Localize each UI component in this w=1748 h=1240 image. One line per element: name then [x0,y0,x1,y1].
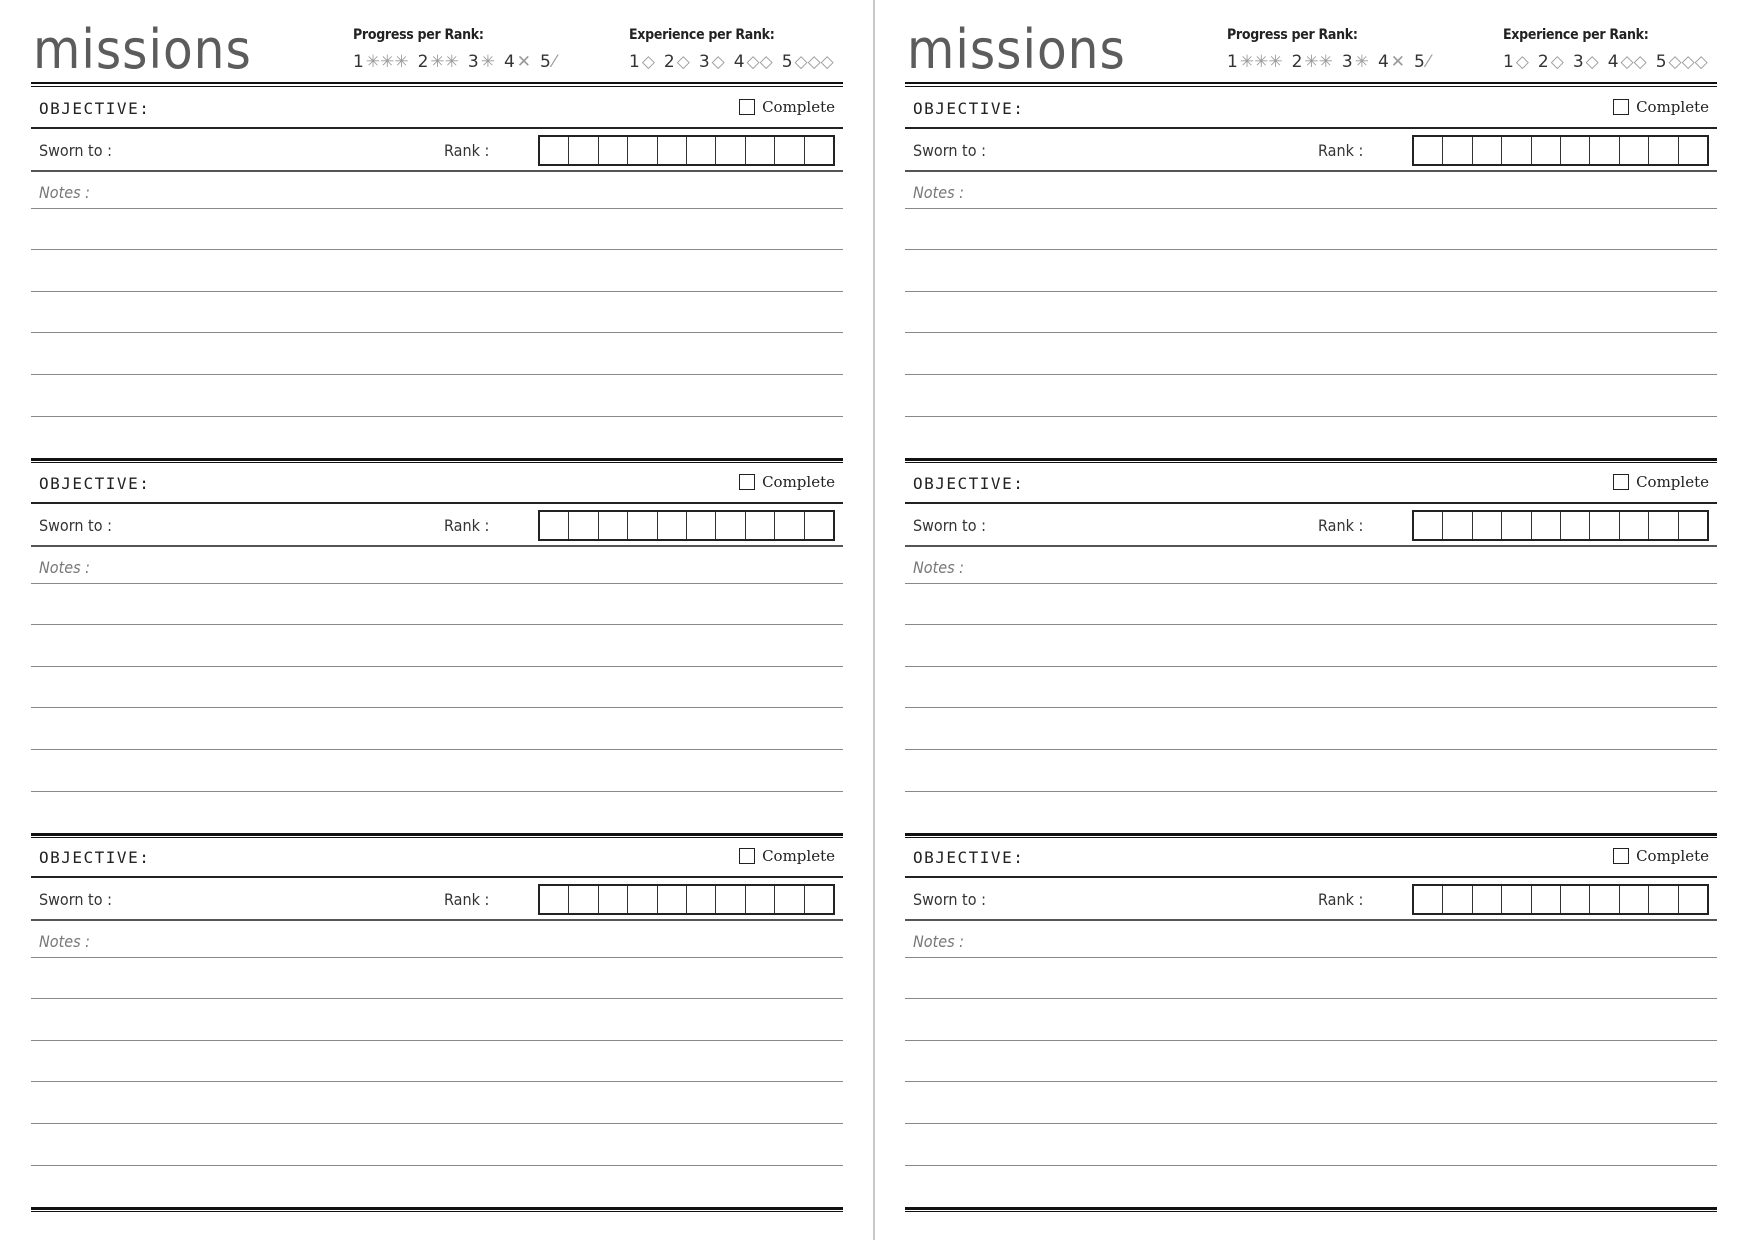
progress-box[interactable] [627,886,656,913]
rank-label: Rank : [1318,141,1364,160]
progress-box[interactable] [1648,512,1677,539]
experience-legend-title: Experience per Rank: [1503,27,1649,43]
experience-diamond-icon: ◇◇◇ [794,51,834,72]
progress-box[interactable] [715,137,744,164]
rank-label: Rank : [444,516,490,535]
notes-line[interactable] [31,416,843,417]
progress-track [1412,884,1709,915]
progress-tick-icon: ✕ [1390,51,1406,72]
notes-line[interactable] [905,666,1717,667]
progress-legend-rank-2 [418,52,459,72]
legend-rank-number: 4 [733,52,745,72]
notes-line[interactable] [31,666,843,667]
progress-track [538,884,835,915]
progress-box[interactable] [1501,886,1530,913]
progress-legend-rank-3 [468,52,495,72]
notes-line[interactable] [31,332,843,333]
sworn-row [31,504,843,547]
progress-box[interactable] [715,512,744,539]
experience-diamond-icon: ◇ [1515,51,1529,72]
legend-rank-number: 2 [1537,52,1549,72]
progress-legend-row [353,50,565,74]
progress-box[interactable] [1589,886,1618,913]
complete-label: Complete [1636,98,1709,116]
objective-row [905,463,1717,504]
experience-legend-rank-2 [1538,52,1564,72]
notes-line[interactable] [905,998,1717,999]
experience-legend-row [629,50,843,74]
complete-toggle[interactable] [1613,847,1709,865]
notes-line[interactable] [905,624,1717,625]
notes-line[interactable] [31,998,843,999]
progress-track [538,135,835,166]
experience-diamond-icon: ◇ [1550,51,1564,72]
rank-label: Rank : [1318,516,1364,535]
progress-box[interactable] [804,886,833,913]
complete-checkbox[interactable] [1613,848,1629,864]
notes-line[interactable] [905,791,1717,792]
progress-tick-icon: ✕ [516,51,532,72]
experience-diamond-icon: ◇◇ [746,51,773,72]
notes-line[interactable] [905,1165,1717,1166]
sworn-row [905,878,1717,921]
notes-line[interactable] [31,1165,843,1166]
progress-box[interactable] [540,512,568,539]
notes-line[interactable] [905,957,1717,958]
notes-line[interactable] [905,583,1717,584]
experience-legend-rank-2 [664,52,690,72]
sworn-row [905,504,1717,547]
progress-box[interactable] [627,512,656,539]
progress-box[interactable] [1531,512,1560,539]
progress-tick-icon: ✳ [480,51,495,72]
progress-box[interactable] [1472,886,1501,913]
sworn-to-label: Sworn to : [39,516,112,535]
progress-box[interactable] [1531,137,1560,164]
progress-box[interactable] [1560,886,1589,913]
notes-line[interactable] [31,208,843,209]
notes-line[interactable] [31,624,843,625]
progress-box[interactable] [1560,512,1589,539]
legend-rank-number: 4 [503,52,515,72]
notes-line[interactable] [31,1123,843,1124]
notes-line[interactable] [905,249,1717,250]
notes-label: Notes : [39,558,90,577]
rank-label: Rank : [444,890,490,909]
objective-label: OBJECTIVE: [913,474,1025,493]
rank-label: Rank : [444,141,490,160]
progress-box[interactable] [1472,137,1501,164]
notes-label: Notes : [913,932,964,951]
page-title: missions [33,18,252,81]
header-double-rule [905,82,1717,87]
progress-box[interactable] [745,886,774,913]
progress-box[interactable] [1442,512,1471,539]
progress-box[interactable] [657,137,686,164]
legend-rank-number: 1 [1227,52,1238,72]
progress-legend-rank-4 [1378,52,1405,72]
complete-checkbox[interactable] [1613,99,1629,115]
progress-box[interactable] [1414,137,1442,164]
progress-box[interactable] [540,137,568,164]
legend-rank-number: 2 [417,52,429,72]
journal-page [905,0,1717,1240]
progress-box[interactable] [1678,137,1707,164]
progress-box[interactable] [745,137,774,164]
progress-box[interactable] [774,137,803,164]
experience-legend-rank-1 [1503,52,1529,72]
progress-box[interactable] [686,137,715,164]
page-title: missions [907,18,1126,81]
notes-line[interactable] [31,957,843,958]
progress-box[interactable] [1619,137,1648,164]
objective-label: OBJECTIVE: [913,99,1025,118]
objective-row [31,88,843,129]
progress-track [1412,135,1709,166]
progress-tick-icon: ⁄ [1426,51,1430,72]
complete-label: Complete [762,847,835,865]
legend-rank-number: 1 [1503,52,1514,72]
notes-label: Notes : [913,558,964,577]
journal-page [31,0,843,1240]
progress-legend-rank-5 [540,52,556,72]
progress-box[interactable] [1560,137,1589,164]
notes-line[interactable] [31,249,843,250]
experience-legend-rank-4 [1608,52,1647,72]
mission-section [31,88,843,463]
progress-box[interactable] [568,512,597,539]
progress-box[interactable] [568,886,597,913]
experience-diamond-icon: ◇ [641,51,655,72]
complete-toggle[interactable] [1613,98,1709,116]
mission-section [905,88,1717,463]
sworn-to-label: Sworn to : [39,141,112,160]
progress-box[interactable] [1619,512,1648,539]
legend-rank-number: 5 [1414,52,1425,72]
notes-line[interactable] [31,791,843,792]
progress-box[interactable] [686,512,715,539]
sworn-row [31,129,843,172]
objective-row [905,837,1717,878]
notes-line[interactable] [31,707,843,708]
experience-per-rank-legend [629,24,843,74]
complete-label: Complete [1636,473,1709,491]
legend-rank-number: 3 [1341,52,1353,72]
progress-box[interactable] [657,512,686,539]
progress-box[interactable] [1619,886,1648,913]
notes-label: Notes : [913,183,964,202]
progress-legend-rank-4 [504,52,531,72]
progress-box[interactable] [627,137,656,164]
complete-label: Complete [762,473,835,491]
progress-box[interactable] [1472,512,1501,539]
legend-rank-number: 4 [1607,52,1619,72]
progress-legend-title: Progress per Rank: [353,27,484,43]
legend-rank-number: 5 [781,52,793,72]
progress-box[interactable] [804,512,833,539]
progress-box[interactable] [598,137,627,164]
notes-line[interactable] [905,374,1717,375]
objective-row [31,463,843,504]
sworn-to-label: Sworn to : [913,516,986,535]
complete-label: Complete [762,98,835,116]
progress-tick-icon: ✳✳ [430,51,459,72]
legend-rank-number: 4 [1377,52,1389,72]
complete-toggle[interactable] [1613,473,1709,491]
mission-section [31,837,843,1212]
experience-diamond-icon: ◇◇◇ [1668,51,1708,72]
progress-legend-rank-1 [353,52,409,72]
experience-legend-rank-4 [734,52,773,72]
progress-box[interactable] [804,137,833,164]
progress-box[interactable] [1589,137,1618,164]
progress-box[interactable] [1414,886,1442,913]
section-double-rule [905,1207,1717,1212]
header-double-rule [31,82,843,87]
experience-legend-rank-5 [782,52,834,72]
objective-row [31,837,843,878]
notes-line[interactable] [905,1081,1717,1082]
objective-label: OBJECTIVE: [913,848,1025,867]
progress-box[interactable] [1589,512,1618,539]
progress-legend-rank-1 [1227,52,1283,72]
notes-line[interactable] [905,208,1717,209]
mission-section [905,837,1717,1212]
experience-legend-rank-5 [1656,52,1708,72]
notes-line[interactable] [31,1040,843,1041]
progress-box[interactable] [1442,137,1471,164]
progress-box[interactable] [1678,886,1707,913]
progress-box[interactable] [1531,886,1560,913]
notes-line[interactable] [31,1081,843,1082]
progress-box[interactable] [1414,512,1442,539]
objective-label: OBJECTIVE: [39,848,151,867]
notes-line[interactable] [905,749,1717,750]
progress-box[interactable] [568,137,597,164]
progress-legend-rank-2 [1292,52,1333,72]
sworn-to-label: Sworn to : [39,890,112,909]
progress-legend-title: Progress per Rank: [1227,27,1358,43]
legend-rank-number: 3 [698,52,710,72]
progress-box[interactable] [598,512,627,539]
notes-line[interactable] [31,291,843,292]
progress-box[interactable] [1648,137,1677,164]
complete-toggle[interactable] [739,847,835,865]
notes-line[interactable] [31,583,843,584]
legend-rank-number: 3 [1572,52,1584,72]
progress-box[interactable] [715,886,744,913]
progress-legend-rank-3 [1342,52,1369,72]
progress-box[interactable] [657,886,686,913]
notes-line[interactable] [905,291,1717,292]
complete-checkbox[interactable] [739,99,755,115]
progress-box[interactable] [745,512,774,539]
legend-rank-number: 5 [540,52,551,72]
progress-box[interactable] [1501,137,1530,164]
notes-line[interactable] [905,707,1717,708]
experience-diamond-icon: ◇◇ [1620,51,1647,72]
progress-tick-icon: ✳✳✳ [365,51,409,72]
legend-rank-number: 2 [1291,52,1303,72]
notes-label: Notes : [39,183,90,202]
progress-tick-icon: ✳ [1354,51,1369,72]
notes-label: Notes : [39,932,90,951]
progress-tick-icon: ✳✳ [1304,51,1333,72]
experience-legend-rank-1 [629,52,655,72]
experience-diamond-icon: ◇ [676,51,690,72]
complete-checkbox[interactable] [739,474,755,490]
progress-tick-icon: ⁄ [552,51,556,72]
notes-line[interactable] [905,416,1717,417]
progress-box[interactable] [774,512,803,539]
objective-label: OBJECTIVE: [39,99,151,118]
legend-rank-number: 5 [1655,52,1667,72]
notes-line[interactable] [31,749,843,750]
legend-rank-number: 1 [629,52,640,72]
complete-label: Complete [1636,847,1709,865]
complete-toggle[interactable] [739,473,835,491]
section-double-rule [31,1207,843,1212]
mission-section [905,463,1717,838]
progress-tick-icon: ✳✳✳ [1239,51,1283,72]
progress-track [538,510,835,541]
progress-box[interactable] [774,886,803,913]
notes-line[interactable] [905,1123,1717,1124]
notes-line[interactable] [905,332,1717,333]
objective-label: OBJECTIVE: [39,474,151,493]
notes-line[interactable] [905,1040,1717,1041]
experience-per-rank-legend [1503,24,1717,74]
sworn-row [905,129,1717,172]
progress-box[interactable] [540,886,568,913]
progress-per-rank-legend [1227,24,1439,74]
progress-legend-row [1227,50,1439,74]
experience-diamond-icon: ◇ [1585,51,1599,72]
progress-legend-rank-5 [1414,52,1430,72]
page-divider [873,0,875,1240]
legend-rank-number: 2 [663,52,675,72]
experience-legend-rank-3 [1573,52,1599,72]
complete-toggle[interactable] [739,98,835,116]
progress-box[interactable] [1442,886,1471,913]
notes-line[interactable] [31,374,843,375]
complete-checkbox[interactable] [1613,474,1629,490]
legend-rank-number: 3 [467,52,479,72]
experience-diamond-icon: ◇ [711,51,725,72]
progress-box[interactable] [598,886,627,913]
objective-row [905,88,1717,129]
progress-box[interactable] [1678,512,1707,539]
experience-legend-title: Experience per Rank: [629,27,775,43]
experience-legend-row [1503,50,1717,74]
progress-box[interactable] [686,886,715,913]
sworn-to-label: Sworn to : [913,141,986,160]
mission-section [31,463,843,838]
sworn-to-label: Sworn to : [913,890,986,909]
progress-per-rank-legend [353,24,565,74]
progress-box[interactable] [1501,512,1530,539]
progress-box[interactable] [1648,886,1677,913]
rank-label: Rank : [1318,890,1364,909]
experience-legend-rank-3 [699,52,725,72]
legend-rank-number: 1 [353,52,364,72]
complete-checkbox[interactable] [739,848,755,864]
progress-track [1412,510,1709,541]
sworn-row [31,878,843,921]
